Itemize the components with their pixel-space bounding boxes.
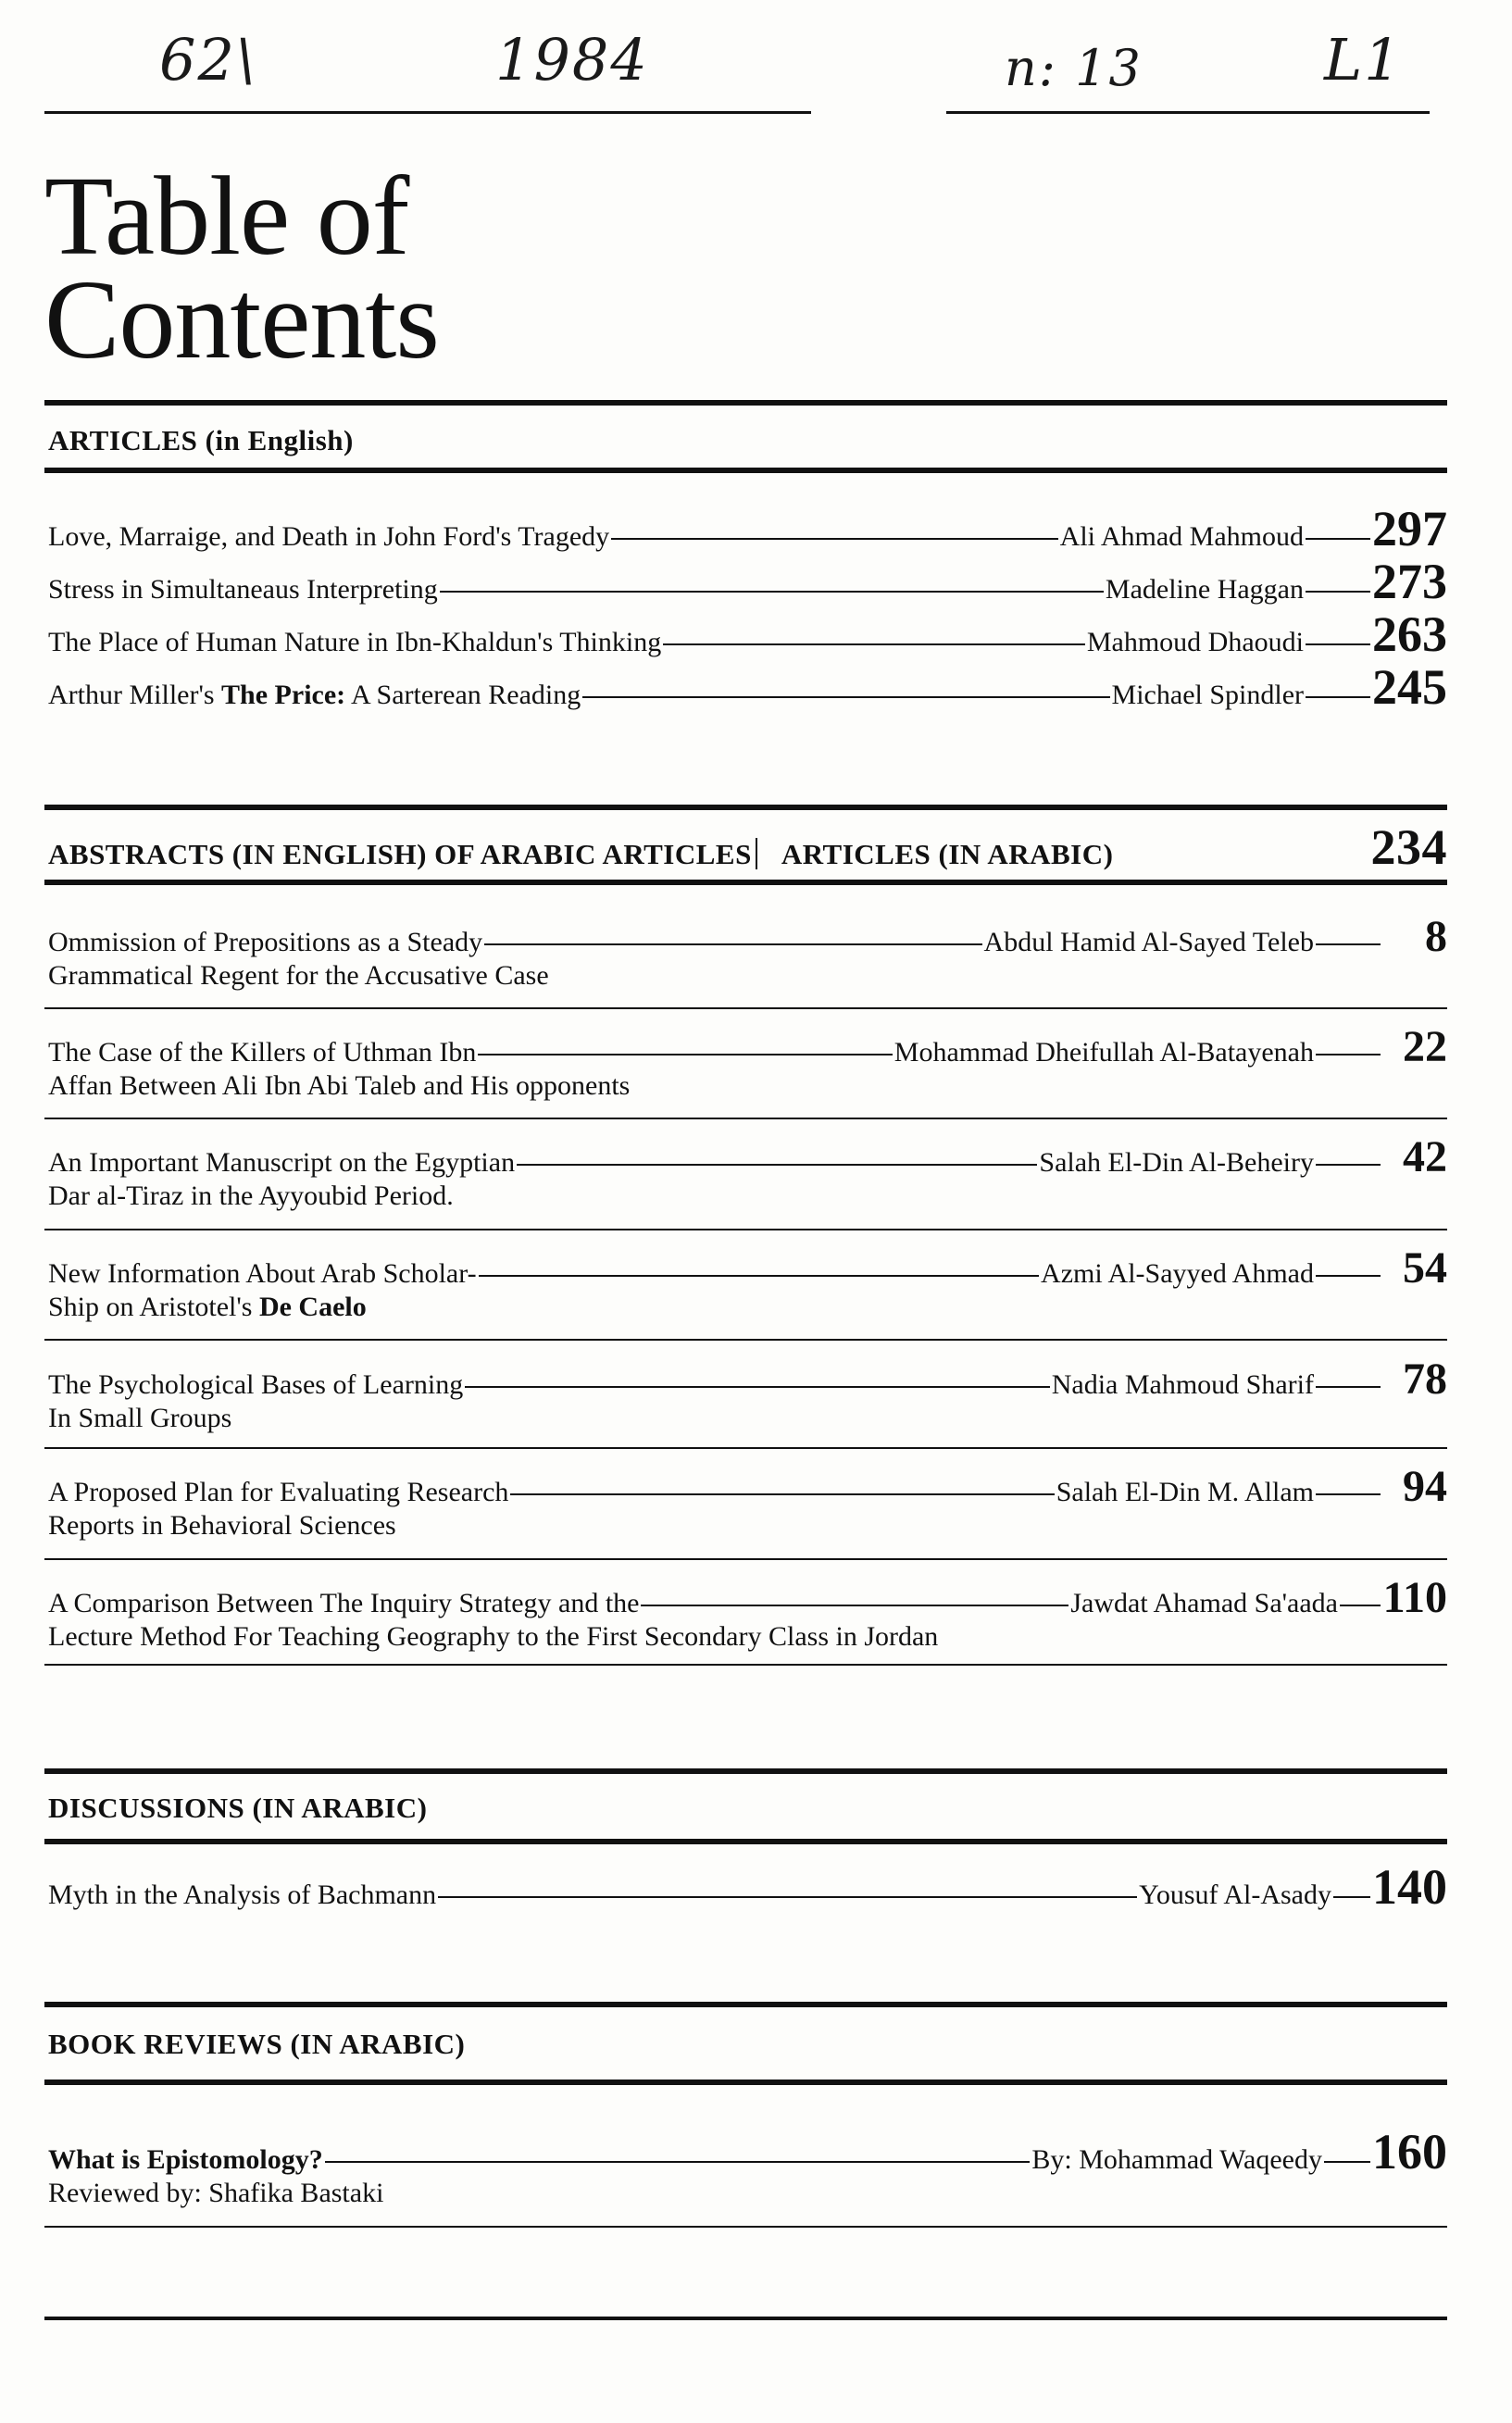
entry-rule xyxy=(44,1339,1447,1341)
toc-entry xyxy=(48,1573,1447,1654)
entry-page: 160 xyxy=(1372,2124,1447,2179)
entry-page: 22 xyxy=(1403,1022,1447,1071)
section-heading-articles-english: ARTICLES (in English) xyxy=(48,424,354,456)
abstracts-page: 234 xyxy=(1370,819,1447,875)
entry-title: A Proposed Plan for Evaluating Research xyxy=(48,1477,509,1507)
entry-title: Stress in Simultaneaus Interpreting xyxy=(48,574,438,605)
dot-leader xyxy=(1316,943,1381,945)
dot-leader xyxy=(1306,538,1370,540)
dot-leader xyxy=(611,538,1058,540)
entry-title-line-2 xyxy=(48,1291,1447,1324)
dot-leader xyxy=(1306,696,1370,698)
dot-leader xyxy=(1316,1164,1381,1166)
section-rule xyxy=(44,468,1447,473)
handwritten-note-1: 62\ xyxy=(159,26,257,94)
section-rule xyxy=(44,2002,1447,2007)
dot-leader xyxy=(641,1605,1068,1606)
entry-page: 263 xyxy=(1372,606,1447,662)
section-rule xyxy=(44,1839,1447,1844)
section-rule xyxy=(44,805,1447,810)
dot-leader xyxy=(325,2161,1031,2163)
entry-page: 110 xyxy=(1382,1573,1447,1622)
entry-title-line-2: Reports in Behavioral Sciences xyxy=(48,1510,396,1541)
toc-entry xyxy=(48,1355,1447,1435)
entry-title: The Psychological Bases of Learning xyxy=(48,1369,464,1400)
entry-author: Ali Ahmad Mahmoud xyxy=(1059,521,1304,552)
dot-leader xyxy=(1316,1493,1381,1495)
entry-title-part: Arthur Miller's xyxy=(48,680,222,710)
entry-rule xyxy=(44,2226,1447,2228)
entry-page: 54 xyxy=(1403,1243,1447,1293)
handwritten-note-2: 1984 xyxy=(495,26,649,94)
heading-divider xyxy=(756,838,757,869)
dot-leader xyxy=(1324,2161,1370,2163)
footer-rule xyxy=(44,2317,1447,2320)
entry-page: 297 xyxy=(1372,501,1447,556)
toc-entry xyxy=(48,1243,1447,1324)
dot-leader xyxy=(478,1054,892,1055)
entry-rule xyxy=(44,1007,1447,1009)
section-rule xyxy=(44,1768,1447,1774)
dot-leader xyxy=(517,1164,1037,1166)
page-title xyxy=(44,154,439,382)
entry-title: The Case of the Killers of Uthman Ibn xyxy=(48,1037,477,1068)
abstracts-heading-right: ARTICLES (IN ARABIC) xyxy=(781,838,1114,870)
toc-entry xyxy=(48,554,1447,609)
entry-rule xyxy=(44,1118,1447,1119)
handwritten-note-4: L1 xyxy=(1324,26,1403,94)
dot-leader xyxy=(438,1896,1137,1898)
dot-leader xyxy=(484,943,981,945)
entry-author: Abdul Hamid Al-Sayed Teleb xyxy=(983,927,1314,957)
dot-leader xyxy=(1316,1054,1381,1055)
dot-leader xyxy=(582,696,1109,698)
entry-page: 140 xyxy=(1372,1859,1447,1915)
entry-page: 78 xyxy=(1403,1355,1447,1404)
entry-title: The Place of Human Nature in Ibn-Khaldun's Thinking xyxy=(48,627,662,657)
entry-rule xyxy=(44,1229,1447,1230)
entry-title-line-2: Grammatical Regent for the Accusative Case xyxy=(48,960,549,991)
dot-leader xyxy=(479,1275,1039,1277)
entry-author: Nadia Mahmoud Sharif xyxy=(1051,1369,1314,1400)
toc-entry xyxy=(48,501,1447,556)
entry-rule xyxy=(44,1447,1447,1449)
entry-title-part: Ship on Aristotel's xyxy=(48,1292,259,1322)
entry-author: By: Mohammad Waqeedy xyxy=(1031,2144,1322,2175)
entry-page: 94 xyxy=(1403,1462,1447,1511)
toc-entry xyxy=(48,1132,1447,1213)
entry-title-line-2: Affan Between Ali Ibn Abi Taleb and His opponents xyxy=(48,1070,631,1101)
entry-title: Love, Marraige, and Death in John Ford's Tragedy xyxy=(48,521,610,552)
dot-leader xyxy=(510,1493,1054,1495)
dot-leader xyxy=(440,591,1104,593)
page-title-line-1: Table of xyxy=(44,154,409,279)
entry-title: Myth in the Analysis of Bachmann xyxy=(48,1880,437,1910)
section-heading-abstracts xyxy=(48,818,1447,876)
toc-entry xyxy=(48,912,1447,993)
handwritten-note-3: n: 13 xyxy=(1005,39,1143,97)
toc-entry xyxy=(48,1859,1447,1915)
entry-author: Mahmoud Dhaoudi xyxy=(1086,627,1304,657)
entry-title-part: A Sarterean Reading xyxy=(345,680,581,710)
entry-title-line-2: In Small Groups xyxy=(48,1403,232,1433)
abstracts-heading-left: ABSTRACTS (IN ENGLISH) OF ARABIC ARTICLES xyxy=(48,838,752,870)
section-heading-book-reviews: BOOK REVIEWS (IN ARABIC) xyxy=(48,2028,466,2060)
toc-entry xyxy=(48,606,1447,662)
dot-leader xyxy=(1340,1605,1381,1606)
entry-title-line-2: Lecture Method For Teaching Geography to the First Secondary Class in Jordan xyxy=(48,1621,939,1652)
entry-author: Mohammad Dheifullah Al-Batayenah xyxy=(893,1037,1314,1068)
dot-leader xyxy=(663,643,1085,645)
section-rule xyxy=(44,880,1447,885)
header-rule-left xyxy=(44,111,811,114)
entry-title: A Comparison Between The Inquiry Strategy and the xyxy=(48,1588,640,1618)
page-title-line-2: Contents xyxy=(44,257,439,382)
entry-title: What is Epistomology? xyxy=(48,2144,323,2175)
dot-leader xyxy=(1316,1275,1381,1277)
section-rule xyxy=(44,2080,1447,2085)
entry-author: Michael Spindler xyxy=(1111,680,1304,710)
entry-title: An Important Manuscript on the Egyptian xyxy=(48,1147,516,1178)
header-rule-right xyxy=(946,111,1430,114)
entry-title-line-2: Dar al-Tiraz in the Ayyoubid Period. xyxy=(48,1180,454,1211)
entry-title-bold: De Caelo xyxy=(258,1292,367,1322)
entry-page: 273 xyxy=(1372,554,1447,609)
entry-page: 245 xyxy=(1372,659,1447,715)
dot-leader xyxy=(465,1386,1050,1388)
toc-entry xyxy=(48,2124,1447,2210)
entry-author: Azmi Al-Sayyed Ahmad xyxy=(1041,1258,1314,1289)
entry-title: New Information About Arab Scholar- xyxy=(48,1258,477,1289)
toc-entry xyxy=(48,1462,1447,1542)
section-rule xyxy=(44,400,1447,406)
entry-rule xyxy=(44,1664,1447,1666)
dot-leader xyxy=(1306,591,1370,593)
entry-title: Ommission of Prepositions as a Steady xyxy=(48,927,483,957)
dot-leader xyxy=(1306,643,1370,645)
toc-entry xyxy=(48,1022,1447,1103)
section-heading-discussions: DISCUSSIONS (IN ARABIC) xyxy=(48,1792,428,1824)
entry-author: Jawdat Ahamad Sa'aada xyxy=(1070,1588,1338,1618)
entry-author: Madeline Haggan xyxy=(1105,574,1304,605)
entry-title xyxy=(48,679,581,712)
entry-author: Salah El-Din Al-Beheiry xyxy=(1039,1147,1314,1178)
entry-title-line-2: Reviewed by: Shafika Bastaki xyxy=(48,2178,384,2208)
entry-author: Yousuf Al-Asady xyxy=(1139,1880,1331,1910)
dot-leader xyxy=(1333,1896,1370,1898)
entry-page: 8 xyxy=(1425,912,1447,961)
entry-page: 42 xyxy=(1403,1132,1447,1181)
entry-title-bold: The Price: xyxy=(221,680,346,710)
entry-author: Salah El-Din M. Allam xyxy=(1056,1477,1314,1507)
entry-rule xyxy=(44,1558,1447,1560)
dot-leader xyxy=(1316,1386,1381,1388)
toc-entry xyxy=(48,659,1447,715)
